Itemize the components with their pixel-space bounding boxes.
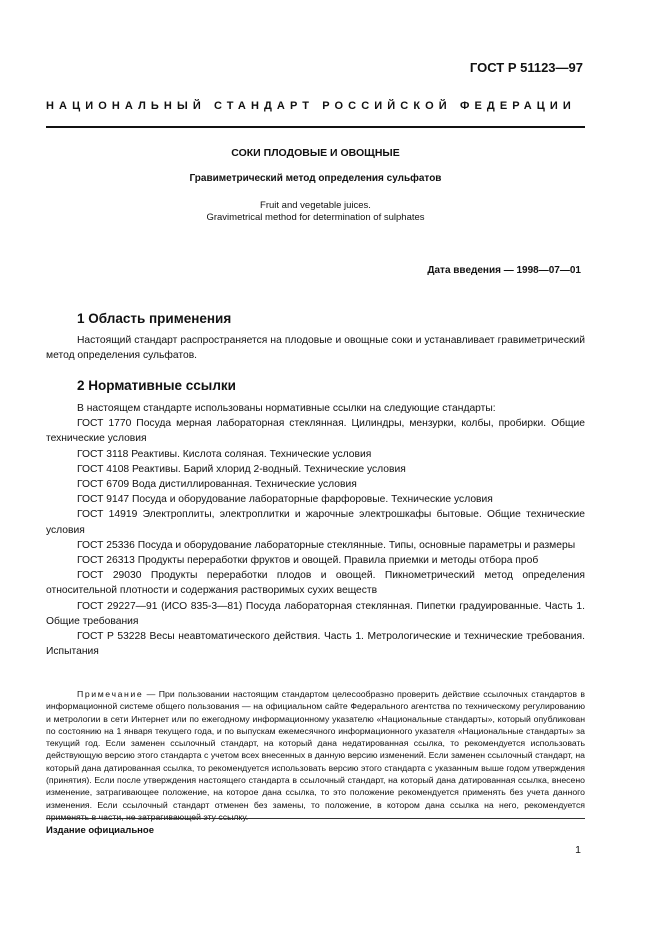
normative-references <box>46 401 585 659</box>
reference-item: ГОСТ 29030 Продукты переработки плодов и овощей. Пикнометрический метод определения относительной плотности и содержания растворимых сухих веществ <box>46 570 585 597</box>
official-edition-label: Издание официальное <box>46 825 154 836</box>
reference-item: ГОСТ 9147 Посуда и оборудование лабораторные фарфоровые. Технические условия <box>77 494 493 506</box>
reference-item: ГОСТ 14919 Электроплиты, электроплитки и жарочные электрошкафы бытовые. Общие технические условия <box>46 509 585 536</box>
reference-item: ГОСТ 26313 Продукты переработки фруктов и овощей. Правила приемки и методы отбора проб <box>77 555 539 567</box>
document-code: ГОСТ Р 51123—97 <box>469 60 583 75</box>
section-1-text <box>46 333 585 363</box>
reference-item: ГОСТ 1770 Посуда мерная лабораторная стеклянная. Цилиндры, мензурки, колбы, пробирки. Общие технические условия <box>46 418 585 445</box>
national-standard-title: НАЦИОНАЛЬНЫЙ СТАНДАРТ РОССИЙСКОЙ ФЕДЕРАЦИИ <box>46 100 576 112</box>
document-subtitle: Гравиметрический метод определения сульфатов <box>189 173 442 184</box>
header-divider <box>46 126 585 128</box>
references-intro: В настоящем стандарте использованы нормативные ссылки на следующие стандарты: <box>77 403 496 414</box>
reference-item: ГОСТ 4108 Реактивы. Барий хлорид 2-водный. Технические условия <box>77 463 406 475</box>
section-1-heading: 1 Область применения <box>77 311 232 326</box>
reference-item: ГОСТ Р 53228 Весы неавтоматического действия. Часть 1. Метрологические и технические требования. Испытания <box>46 631 585 658</box>
references-note <box>46 688 585 823</box>
section-2-heading: 2 Нормативные ссылки <box>77 378 236 393</box>
document-title: СОКИ ПЛОДОВЫЕ И ОВОЩНЫЕ <box>231 147 400 159</box>
introduction-date: Дата введения — 1998—07—01 <box>427 265 581 276</box>
note-text: — При пользовании настоящим стандартом целесообразно проверить действие ссылочных стандартов в информационной системе общего пользования — на официальном сайте Федерального агентства по техническому регулированию и метрологии в сети Интернет или по ежегодному информационному указателю «Национальные стандарты», который опубликован по состоянию на 1 января текущего года, и по выпускам ежемесячного информационного указателя «Национальные стандарты» за текущий год. Если заменен ссылочный стандарт, на который дана недатированная ссылка, то рекомендуется использовать действующую версию этого стандарта с учетом всех внесенных в данную версию изменений. Если заменен ссылочный стандарт, на который дана датированная ссылка, то рекомендуется использовать версию этого стандарта с указанным выше годом утверждения (принятия). Если после утверждения настоящего стандарта в ссылочный стандарт, на который дана датированная ссылка, внесено изменение, затрагивающее положение, на которое дана ссылка, то это положение рекомендуется применять без учета данного изменения. Если ссылочный стандарт отменен без замены, то положение, в котором дана ссылка на него, рекомендуется применять в части, не затрагивающей эту ссылку. <box>46 689 585 822</box>
scope-paragraph: Настоящий стандарт распространяется на плодовые и овощные соки и устанавливает гравиметрический метод определения сульфатов. <box>46 335 585 362</box>
english-title-line-2: Gravimetrical method for determination of sulphates <box>206 212 425 223</box>
reference-item: ГОСТ 6709 Вода дистиллированная. Технические условия <box>77 479 357 491</box>
page-number: 1 <box>575 844 581 856</box>
english-title-line-1: Fruit and vegetable juices. <box>260 200 371 211</box>
reference-item: ГОСТ 3118 Реактивы. Кислота соляная. Технические условия <box>77 448 372 460</box>
reference-item: ГОСТ 29227—91 (ИСО 835-3—81) Посуда лабораторная стеклянная. Пипетки градуированные. Часть 1. Общие требования <box>46 600 585 627</box>
note-label: Примечание <box>77 689 144 699</box>
reference-item: ГОСТ 25336 Посуда и оборудование лабораторные стеклянные. Типы, основные параметры и размеры <box>77 539 576 551</box>
footer-divider <box>46 818 585 819</box>
